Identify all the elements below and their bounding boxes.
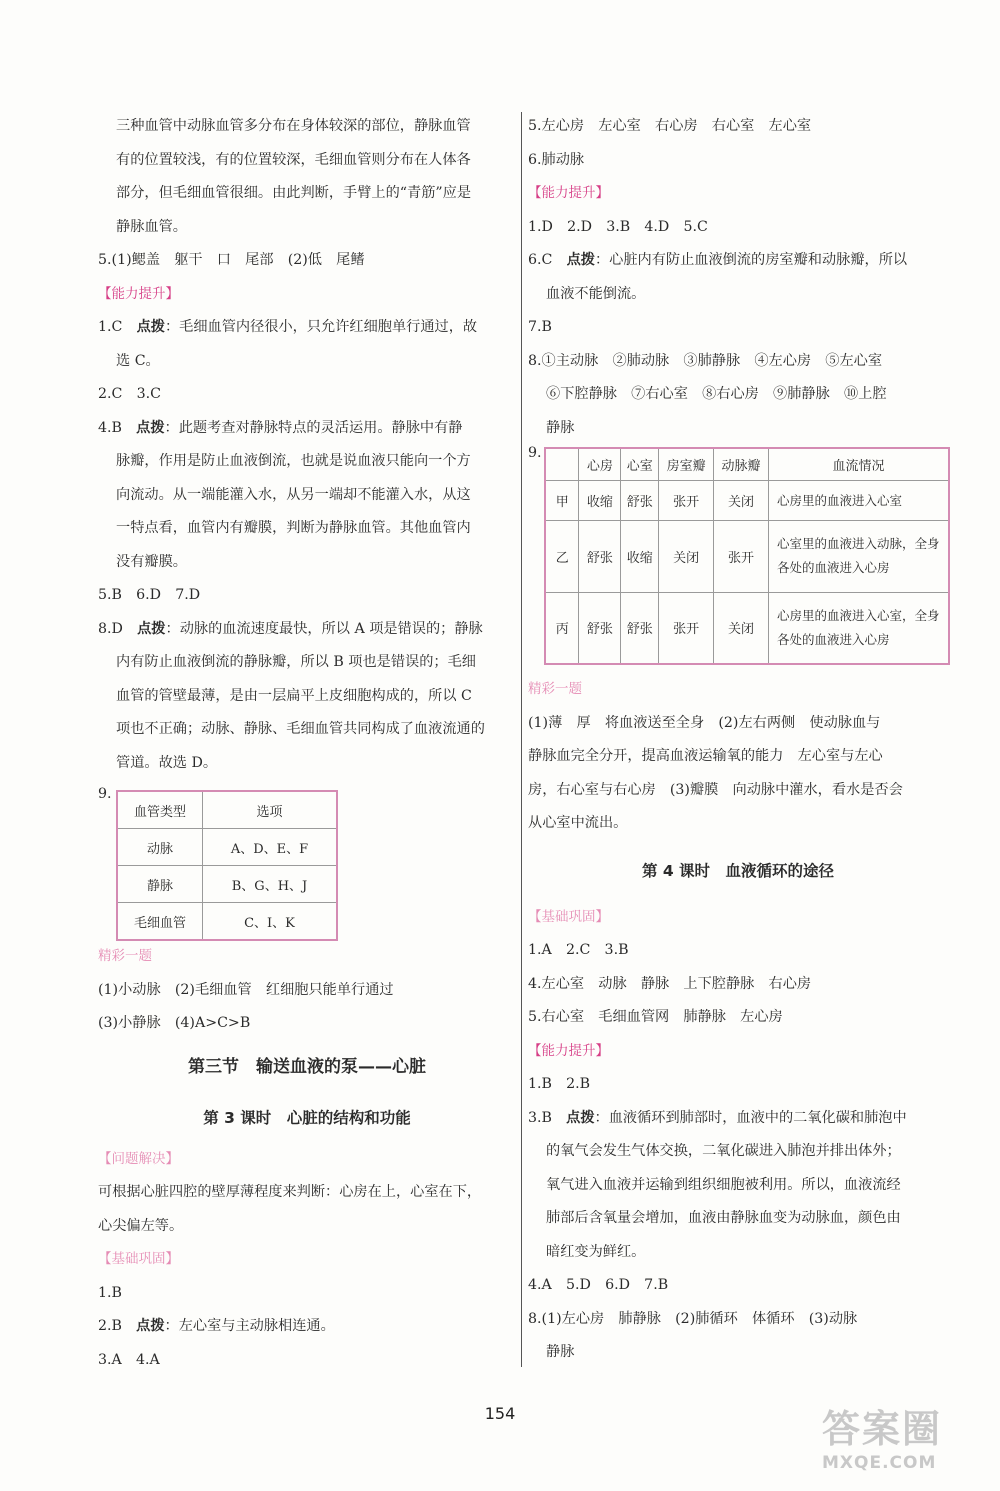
text-line: 脉瓣，作用是防止血液倒流，也就是说血液只能向一个方 — [116, 453, 471, 469]
answer-key: 3.B — [528, 1109, 567, 1126]
table-header: 血流情况 — [769, 448, 949, 480]
answer-8: 8.①主动脉 ②肺动脉 ③肺静脉 ④左心房 ⑤左心室 — [528, 352, 883, 369]
table-cell: 收缩 — [579, 480, 621, 520]
heart-table — [544, 447, 950, 665]
table-header — [545, 448, 579, 480]
table-cell: 丙 — [545, 592, 579, 664]
table-cell: 收缩 — [621, 520, 659, 592]
left-column — [98, 110, 516, 1377]
text-line: 血液不能倒流。 — [546, 285, 646, 302]
answer-8 — [98, 613, 516, 647]
table-cell: 舒张 — [579, 592, 621, 664]
text-line: 心尖偏左等。 — [98, 1217, 184, 1234]
text-line: 血管的管壁最薄，是由一层扁平上皮细胞构成的，所以 C — [116, 687, 472, 704]
text-line: 部分，但毛细血管很细。由此判断，手臂上的“青筋”应是 — [116, 185, 472, 201]
hint-label: 点拨 — [566, 252, 595, 268]
text-line: 暗红变为鲜红。 — [546, 1243, 646, 1260]
table-header: 房室瓣 — [659, 448, 714, 480]
table-cell: B、G、H、J — [203, 866, 338, 903]
table-header: 心房 — [579, 448, 621, 480]
table-cell: 关闭 — [714, 592, 769, 664]
hint-label: 点拨 — [136, 1318, 165, 1334]
table-cell: 关闭 — [714, 480, 769, 520]
answer-1-2: 1.B 2.B — [528, 1076, 591, 1092]
text-line: 内有防止血液倒流的静脉瓣，所以 B 项也是错误的；毛细 — [116, 654, 476, 670]
watermark-url: MXQE.COM — [822, 1453, 937, 1473]
answer-key: 1.C — [98, 319, 137, 335]
hint-text: ：血液循环到肺部时，血液中的二氧化碳和肺泡中 — [594, 1109, 907, 1126]
text-line: 的氧气会发生气体交换，二氧化碳进入肺泡并排出体外； — [546, 1143, 901, 1159]
table-header: 动脉瓣 — [714, 448, 769, 480]
answer-6 — [528, 244, 948, 278]
highlight-answer: 从心室中流出。 — [528, 815, 628, 831]
table-cell: 舒张 — [621, 480, 659, 520]
table-cell: 心室里的血液进入动脉，全身各处的血液进入心房 — [769, 520, 949, 592]
table-cell: 舒张 — [621, 592, 659, 664]
answer-8: 8.(1)左心房 肺静脉 (2)肺循环 体循环 (3)动脉 — [528, 1310, 858, 1327]
highlight-answer: (1)小动脉 (2)毛细血管 红细胞只能单行通过 — [98, 981, 394, 998]
table-cell: 甲 — [545, 480, 579, 520]
answer-1-3: 1.A 2.C 3.B — [528, 942, 629, 958]
answer-6: 6.肺动脉 — [528, 151, 585, 168]
text-line: 肺部后含氧量会增加，血液由静脉血变为动脉血，颜色由 — [546, 1210, 901, 1226]
text-line: 没有瓣膜。 — [116, 553, 187, 570]
text-line: 项也不正确；动脉、静脉、毛细血管共同构成了血液流通的 — [116, 721, 485, 737]
answer-5: 5.左心房 左心室 右心房 右心室 左心室 — [528, 118, 812, 134]
highlight-answer: (3)小静脉 (4)A>C>B — [98, 1015, 251, 1031]
right-column — [528, 110, 948, 1370]
answer-2 — [98, 1310, 516, 1344]
column-divider — [521, 112, 522, 1367]
hint-label: 点拨 — [136, 319, 165, 335]
section-label-basic: 【基础巩固】 — [528, 908, 609, 925]
answer-3-4: 3.A 4.A — [98, 1351, 160, 1368]
answer-7: 7.B — [528, 319, 552, 335]
answer-9 — [98, 780, 516, 940]
question-number: 9. — [528, 445, 542, 461]
table-cell: 静脉 — [117, 866, 203, 903]
answer-2-3: 2.C 3.C — [98, 386, 161, 402]
hint-text: ：心脏内有防止血液倒流的房室瓣和动脉瓣，所以 — [594, 252, 908, 268]
table-cell: A、D、E、F — [203, 829, 338, 866]
answer-key: 6.C — [528, 252, 567, 268]
text-line: 管道。故选 D。 — [116, 754, 218, 771]
answer-key: 4.B — [98, 419, 137, 436]
highlight-answer: (1)薄 厚 将血液送至全身 (2)左右两侧 使动脉血与 — [528, 714, 881, 731]
answer-1-5: 1.D 2.D 3.B 4.D 5.C — [528, 218, 708, 235]
table-cell: C、I、K — [203, 903, 338, 941]
answer-key: 8.D — [98, 620, 138, 637]
answer-1 — [98, 311, 516, 345]
answer-9 — [528, 445, 948, 673]
text-line: 向流动。从一端能灌入水，从另一端却不能灌入水，从这 — [116, 486, 471, 503]
answer-5-7: 5.B 6.D 7.D — [98, 587, 201, 603]
section-label-problem: 【问题解决】 — [98, 1150, 179, 1167]
table-header: 选项 — [203, 791, 338, 829]
section-label-basic: 【基础巩固】 — [98, 1251, 179, 1267]
page-number: 154 — [484, 1404, 516, 1423]
text-line: 静脉 — [546, 1344, 575, 1360]
text-line: 可根据心脏四腔的壁厚薄程度来判断：心房在上，心室在下， — [98, 1184, 482, 1200]
text-line: 有的位置较浅，有的位置较深，毛细血管则分布在人体各 — [116, 151, 471, 168]
table-cell: 张开 — [714, 520, 769, 592]
hint-text: ：动脉的血流速度最快，所以 A 项是错误的；静脉 — [165, 620, 483, 637]
section-label-ability: 【能力提升】 — [98, 285, 179, 302]
highlight-answer: 房，右心室与右心房 (3)瓣膜 向动脉中灌水，看水是否会 — [528, 781, 903, 798]
table-cell: 毛细血管 — [117, 903, 203, 941]
answer-1: 1.B — [98, 1284, 122, 1301]
text-line: 选 C。 — [116, 352, 160, 369]
text-line: 氧气进入血液并运输到组织细胞被利用。所以，血液流经 — [546, 1176, 901, 1193]
section-label-ability: 【能力提升】 — [528, 1042, 609, 1059]
answer-3 — [528, 1102, 948, 1136]
table-cell: 舒张 — [579, 520, 621, 592]
section-heading: 第三节 输送血液的泵——心脏 — [188, 1056, 426, 1077]
lesson-heading: 第 4 课时 血液循环的途径 — [641, 861, 835, 880]
vessel-table — [116, 790, 338, 941]
lesson-heading: 第 3 课时 心脏的结构和功能 — [203, 1108, 411, 1127]
table-cell: 心房里的血液进入心室，全身各处的血液进入心房 — [769, 592, 949, 664]
section-label-highlight: 精彩一题 — [98, 948, 152, 964]
question-number: 9. — [98, 786, 112, 802]
text-line: 静脉血管。 — [116, 218, 187, 235]
text-line: 静脉 — [546, 419, 575, 436]
table-header: 血管类型 — [117, 791, 203, 829]
hint-text: ：此题考查对静脉特点的灵活运用。静脉中有静 — [164, 419, 463, 436]
table-cell: 关闭 — [659, 520, 714, 592]
table-cell: 张开 — [659, 592, 714, 664]
hint-text: ：毛细血管内径很小，只允许红细胞单行通过，故 — [164, 319, 478, 335]
hint-label: 点拨 — [137, 620, 166, 637]
table-cell: 动脉 — [117, 829, 203, 866]
watermark-text: 答案圈 — [822, 1407, 943, 1451]
text-line: 三种血管中动脉血管多分布在身体较深的部位，静脉血管 — [116, 118, 471, 134]
answer-5: 5.(1)鳃盖 躯干 口 尾部 (2)低 尾鳍 — [98, 252, 365, 268]
table-cell: 乙 — [545, 520, 579, 592]
hint-text: ：左心室与主动脉相连通。 — [164, 1318, 335, 1334]
section-label-highlight: 精彩一题 — [528, 681, 582, 697]
answer-4-7: 4.A 5.D 6.D 7.B — [528, 1277, 669, 1293]
table-cell: 张开 — [659, 480, 714, 520]
highlight-answer: 静脉血完全分开，提高血液运输氧的能力 左心室与左心 — [528, 748, 883, 764]
answer-4 — [98, 412, 516, 446]
answer-5: 5.右心室 毛细血管网 肺静脉 左心房 — [528, 1009, 783, 1025]
table-header: 心室 — [621, 448, 659, 480]
answer-key: 2.B — [98, 1318, 137, 1334]
table-cell: 心房里的血液进入心室 — [769, 480, 949, 520]
text-line: 一特点看，血管内有瓣膜，判断为静脉血管。其他血管内 — [116, 520, 471, 536]
text-line: ⑥下腔静脉 ⑦右心室 ⑧右心房 ⑨肺静脉 ⑩上腔 — [546, 386, 887, 402]
section-label-ability: 【能力提升】 — [528, 185, 609, 201]
watermark-logo — [822, 1398, 982, 1478]
hint-label: 点拨 — [566, 1109, 595, 1126]
hint-label: 点拨 — [136, 419, 165, 436]
answer-4: 4.左心室 动脉 静脉 上下腔静脉 右心房 — [528, 975, 812, 992]
